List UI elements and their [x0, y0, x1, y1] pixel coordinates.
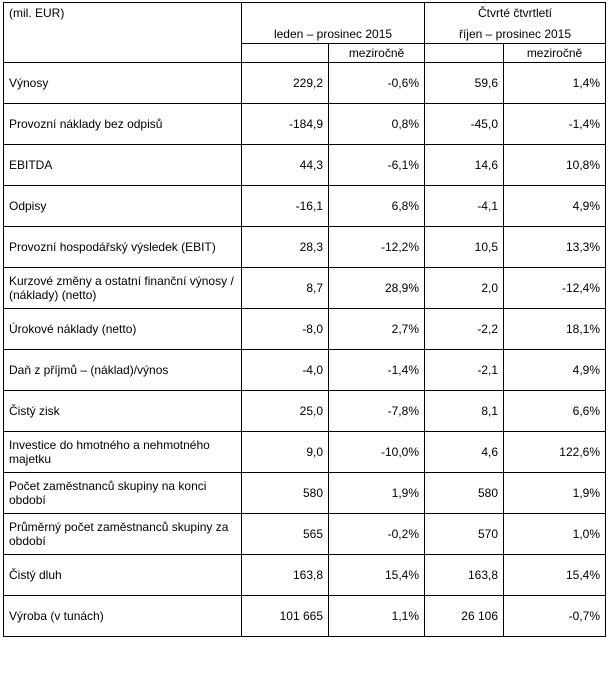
quarter-value: -4,1	[425, 186, 504, 227]
row-label: EBITDA	[4, 145, 242, 186]
quarter-value: 8,1	[425, 391, 504, 432]
period2-label: říjen – prosinec 2015	[458, 27, 572, 41]
period2-title: Čtvrté čtvrtletí	[477, 6, 552, 20]
quarter-value: 14,6	[425, 145, 504, 186]
year-value: 101 665	[242, 596, 329, 637]
empty-subheader-1	[242, 44, 329, 63]
row-label: Úrokové náklady (netto)	[4, 309, 242, 350]
quarter-yoy: 10,8%	[504, 145, 606, 186]
quarter-yoy: 13,3%	[504, 227, 606, 268]
empty-subheader-2	[425, 44, 504, 63]
year-yoy: 0,8%	[329, 104, 425, 145]
table-row	[4, 145, 606, 186]
quarter-yoy: 122,6%	[504, 432, 606, 473]
yoy-header-2: meziročně	[504, 44, 606, 63]
table-row	[4, 432, 606, 473]
period2-header	[425, 3, 606, 44]
year-yoy: -12,2%	[329, 227, 425, 268]
year-yoy: 2,7%	[329, 309, 425, 350]
year-value: -4,0	[242, 350, 329, 391]
quarter-yoy: -1,4%	[504, 104, 606, 145]
table-row	[4, 186, 606, 227]
row-label: Provozní hospodářský výsledek (EBIT)	[4, 227, 242, 268]
quarter-yoy: 6,6%	[504, 391, 606, 432]
quarter-yoy: 1,4%	[504, 63, 606, 104]
row-label: Čistý dluh	[4, 555, 242, 596]
year-yoy: 28,9%	[329, 268, 425, 309]
row-label: Odpisy	[4, 186, 242, 227]
year-yoy: -10,0%	[329, 432, 425, 473]
quarter-value: 4,6	[425, 432, 504, 473]
row-label: Počet zaměstnanců skupiny na konci období	[4, 473, 242, 514]
year-yoy: -0,2%	[329, 514, 425, 555]
unit-label: (mil. EUR)	[9, 6, 65, 20]
year-value: 565	[242, 514, 329, 555]
row-label: Průměrný počet zaměstnanců skupiny za období	[4, 514, 242, 555]
table-row	[4, 514, 606, 555]
table-row	[4, 104, 606, 145]
year-yoy: 6,8%	[329, 186, 425, 227]
quarter-yoy: 1,9%	[504, 473, 606, 514]
yoy-header-1: meziročně	[329, 44, 425, 63]
row-label: Daň z příjmů – (náklad)/výnos	[4, 350, 242, 391]
quarter-yoy: 1,0%	[504, 514, 606, 555]
year-value: 25,0	[242, 391, 329, 432]
row-label: Investice do hmotného a nehmotného majetku	[4, 432, 242, 473]
row-label: Čistý zisk	[4, 391, 242, 432]
quarter-value: 580	[425, 473, 504, 514]
quarter-yoy: -12,4%	[504, 268, 606, 309]
year-yoy: 1,1%	[329, 596, 425, 637]
year-yoy: 15,4%	[329, 555, 425, 596]
quarter-value: 163,8	[425, 555, 504, 596]
year-value: 580	[242, 473, 329, 514]
period1-header	[242, 3, 425, 44]
year-value: 163,8	[242, 555, 329, 596]
year-value: -8,0	[242, 309, 329, 350]
quarter-value: -2,2	[425, 309, 504, 350]
row-label: Výnosy	[4, 63, 242, 104]
table-row	[4, 473, 606, 514]
quarter-yoy: 18,1%	[504, 309, 606, 350]
quarter-yoy: 4,9%	[504, 350, 606, 391]
year-yoy: -7,8%	[329, 391, 425, 432]
table-row	[4, 63, 606, 104]
quarter-value: -45,0	[425, 104, 504, 145]
period1-label: leden – prosinec 2015	[273, 27, 393, 41]
quarter-value: 570	[425, 514, 504, 555]
table-row	[4, 391, 606, 432]
quarter-value: -2,1	[425, 350, 504, 391]
year-yoy: -0,6%	[329, 63, 425, 104]
table-row	[4, 227, 606, 268]
year-value: -184,9	[242, 104, 329, 145]
quarter-yoy: -0,7%	[504, 596, 606, 637]
financial-table	[3, 2, 606, 637]
year-yoy: 1,9%	[329, 473, 425, 514]
table-row	[4, 555, 606, 596]
quarter-value: 2,0	[425, 268, 504, 309]
table-row	[4, 309, 606, 350]
unit-header	[4, 3, 242, 63]
row-label: Provozní náklady bez odpisů	[4, 104, 242, 145]
year-value: 9,0	[242, 432, 329, 473]
quarter-yoy: 15,4%	[504, 555, 606, 596]
year-value: -16,1	[242, 186, 329, 227]
year-yoy: -6,1%	[329, 145, 425, 186]
year-value: 229,2	[242, 63, 329, 104]
table-row	[4, 596, 606, 637]
year-yoy: -1,4%	[329, 350, 425, 391]
quarter-value: 26 106	[425, 596, 504, 637]
table-row	[4, 268, 606, 309]
quarter-value: 10,5	[425, 227, 504, 268]
row-label: Výroba (v tunách)	[4, 596, 242, 637]
year-value: 28,3	[242, 227, 329, 268]
year-value: 8,7	[242, 268, 329, 309]
year-value: 44,3	[242, 145, 329, 186]
quarter-value: 59,6	[425, 63, 504, 104]
quarter-yoy: 4,9%	[504, 186, 606, 227]
table-row	[4, 350, 606, 391]
header-row	[4, 3, 606, 44]
row-label: Kurzové změny a ostatní finanční výnosy / (náklady) (netto)	[4, 268, 242, 309]
